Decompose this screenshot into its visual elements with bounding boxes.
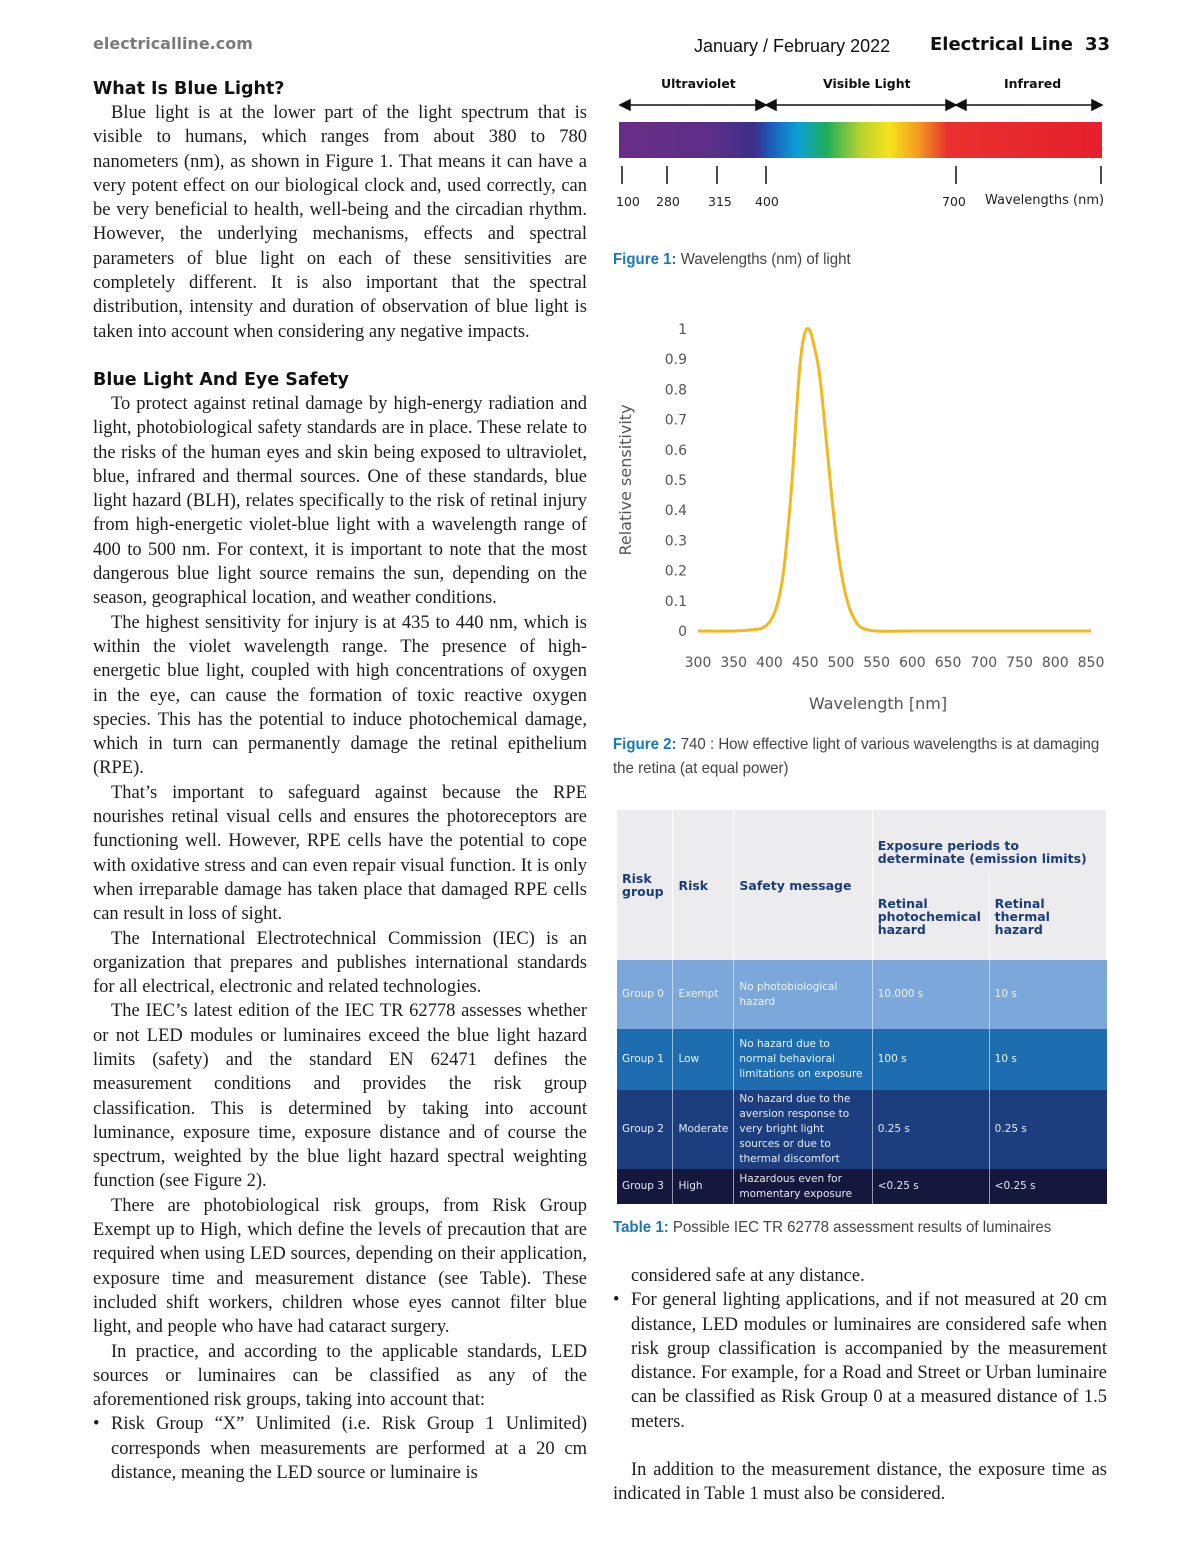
paragraph: In practice, and according to the applicable standards, LED sources or luminaires can be classified as any of the aforementioned risk groups, taking into account that: <box>93 1341 587 1411</box>
cell-group: Group 0 <box>617 960 673 1029</box>
paragraph: Blue light is at the lower part of the light spectrum that is visible to humans, which ranges from about 380 to 780 nanometers (nm), as shown in Figure 1. That means it can have a very potent effect on our biological clock and, used correctly, can be very beneficial to health, well-being and the circadian rhythm. However, the underlying mechanisms, effects and spectral parameters of blue light on each of these sensitivities are completely different. It is also important that the spectral distribution, intensity and duration of observation of blue light is taken into account when considering any negative impacts. <box>93 103 587 342</box>
header-risk: Risk <box>673 810 734 960</box>
y-tick-label: 0.5 <box>664 473 687 489</box>
cell-message: No hazard due to normal behavioral limitations on exposure <box>734 1029 872 1090</box>
y-tick-label: 0.7 <box>664 412 687 429</box>
right-column <box>613 1264 1107 1507</box>
cell-photochemical: 100 s <box>872 1029 989 1090</box>
x-tick-label: 500 <box>827 655 855 671</box>
cell-thermal: <0.25 s <box>989 1169 1106 1204</box>
table-row <box>617 1029 1107 1090</box>
y-tick-label: 0 <box>678 624 687 640</box>
cell-photochemical: <0.25 s <box>872 1169 989 1204</box>
cell-group: Group 3 <box>617 1169 673 1204</box>
y-axis-label: Relative sensitivity <box>616 404 635 556</box>
tick-label: 400 <box>755 194 779 209</box>
site-url: electricalline.com <box>93 34 253 53</box>
section-heading-blue-light: What Is Blue Light? <box>93 79 285 99</box>
cell-thermal: 0.25 s <box>989 1090 1106 1169</box>
x-tick-label: 300 <box>684 655 712 671</box>
cell-message: No photobiological hazard <box>734 960 872 1029</box>
paragraph: The International Electrotechnical Commission (IEC) is an organization that prepares and publishes international standards for all electrical, electronic and related technologies. <box>93 928 587 998</box>
paragraph: In addition to the measurement distance, the exposure time as indicated in Table 1 must also be considered. <box>613 1460 1107 1505</box>
y-tick-label: 0.4 <box>664 503 687 520</box>
tick-label: 315 <box>708 194 732 209</box>
figure-2-caption: Figure 2: 740 : How effective light of various wavelengths is at damaging the retina (at equal power) <box>613 736 1100 777</box>
page-number: 33 <box>1085 34 1111 55</box>
table-row <box>617 1169 1107 1204</box>
x-tick-label: 850 <box>1077 655 1105 671</box>
x-tick-label: 350 <box>720 655 748 671</box>
figure-1-caption: Figure 1: Wavelengths (nm) of light <box>613 251 851 268</box>
header-risk-group: Risk group <box>617 810 673 960</box>
bullet-continuation: considered safe at any distance. <box>631 1266 865 1286</box>
cell-risk: High <box>673 1169 734 1204</box>
paragraph: There are photobiological risk groups, from Risk Group Exempt up to High, which define the levels of precaution that are required when using LED sources, depending on their application, exposure time and measurement distance (see Table). These included shift workers, children whose eyes cannot filter blue light, and people who have had cataract surgery. <box>93 1195 587 1338</box>
cell-photochemical: 10.000 s <box>872 960 989 1029</box>
cell-thermal: 10 s <box>989 960 1106 1029</box>
bullet-list <box>93 1412 587 1485</box>
section-heading-eye-safety: Blue Light And Eye Safety <box>93 369 349 390</box>
table-row <box>617 1090 1107 1169</box>
spectrum-graphic <box>610 92 1110 192</box>
x-tick-label: 550 <box>863 655 891 671</box>
band-label-infrared: Infrared <box>1004 76 1062 91</box>
cell-message: Hazardous even for momentary exposure <box>734 1169 872 1204</box>
cell-group: Group 2 <box>617 1090 673 1169</box>
cell-risk: Low <box>673 1029 734 1090</box>
y-tick-label: 0.8 <box>664 382 687 399</box>
paragraph: To protect against retinal damage by high-energy radiation and light, photobiological safety standards are in place. These relate to the risks of the human eyes and skin being exposed to ultraviolet, blue, infrared and thermal sources. One of these standards, blue light hazard (BLH), relates specifically to the risk of retinal injury from high-energetic violet-blue light with a wavelength range of 400 to 500 nm. For context, it is important to note that the most dangerous blue light source remains the sun, depending on the season, geographical location, and weather conditions. <box>93 393 587 609</box>
header-safety-message: Safety message <box>734 810 872 960</box>
sensitivity-curve <box>698 329 1091 632</box>
header-thermal: Retinal thermal hazard <box>989 873 1106 960</box>
left-column <box>93 77 587 1485</box>
table-row <box>617 960 1107 1029</box>
sensitivity-chart <box>600 310 1120 720</box>
issue-date: January / February 2022 <box>694 36 891 56</box>
risk-group-table <box>617 810 1107 1204</box>
magazine-title: Electrical Line <box>930 34 1073 55</box>
y-tick-label: 0.6 <box>664 442 687 459</box>
paragraph: That’s important to safeguard against because the RPE nourishes retinal visual cells and ensures the photoreceptors are functioning well. However, RPE cells have the potential to cope with oxidative stress and can even repair visual function. It is only when irreparable damage has taken place that damaged RPE cells can result in loss of sight. <box>93 782 587 925</box>
y-tick-label: 0.9 <box>664 352 687 369</box>
bullet-item: • For general lighting applications, and if not measured at 20 cm distance, LED modules or luminaires are considered safe when risk group classification is accompanied by the measurement distance. For example, for a Road and Street or Urban luminaire can be classified as Risk Group 0 at a measured distance of 1.5 meters. <box>613 1288 1107 1434</box>
cell-photochemical: 0.25 s <box>872 1090 989 1169</box>
x-tick-label: 400 <box>756 655 783 671</box>
wavelength-axis-label: Wavelengths (nm) <box>985 193 1105 208</box>
table-1-caption: Table 1: Possible IEC TR 62778 assessment results of luminaires <box>613 1219 1052 1236</box>
x-tick-label: 800 <box>1041 655 1069 671</box>
bullet-list <box>613 1288 1107 1434</box>
y-tick-label: 0.2 <box>664 563 687 580</box>
paragraph: The highest sensitivity for injury is at 435 to 440 nm, which is within the violet wavelength range. The presence of high-energetic blue light, coupled with high concentrations of oxygen in the eye, can cause the formation of toxic reactive oxygen species. This has the potential to induce photochemical damage, which in turn can permanently damage the retinal epithelium (RPE). <box>93 612 587 779</box>
cell-message: No hazard due to the aversion response to very bright light sources or due to thermal discomfort <box>734 1090 872 1169</box>
x-tick-label: 750 <box>1006 655 1033 671</box>
cell-risk: Moderate <box>673 1090 734 1169</box>
x-tick-label: 450 <box>791 655 819 671</box>
cell-risk: Exempt <box>673 960 734 1029</box>
x-axis-label: Wavelength [nm] <box>808 694 948 713</box>
y-tick-label: 0.3 <box>664 533 687 550</box>
band-label-visible: Visible Light <box>823 76 911 91</box>
header-photochemical: Retinal photochemical hazard <box>872 873 989 960</box>
x-tick-label: 650 <box>934 655 962 671</box>
tick-label: 100 <box>616 194 640 209</box>
tick-label: 280 <box>656 194 680 209</box>
tick-label: 700 <box>942 194 966 209</box>
y-tick-label: 0.1 <box>664 593 687 610</box>
paragraph: The IEC’s latest edition of the IEC TR 62778 assesses whether or not LED modules or luminaires exceed the blue light hazard limits (safety) and the standard EN 62471 defines the measurement conditions and provides the risk group classification. This is determined by taking into account luminance, exposure time, exposure distance and of course the spectrum, weighted by the blue light hazard spectral weighting function (see Figure 2). <box>93 1001 587 1192</box>
x-tick-label: 600 <box>898 655 926 671</box>
bullet-item: • Risk Group “X” Unlimited (i.e. Risk Group 1 Unlimited) corresponds when measurements are performed at a 20 cm distance, meaning the LED source or luminaire is <box>93 1412 587 1485</box>
header-exposure-periods: Exposure periods to determinate (emission limits) <box>872 810 1106 873</box>
spectrum-bar <box>619 122 1102 158</box>
y-tick-label: 1 <box>678 322 687 338</box>
cell-thermal: 10 s <box>989 1029 1106 1090</box>
band-label-ultraviolet: Ultraviolet <box>661 76 736 91</box>
cell-group: Group 1 <box>617 1029 673 1090</box>
x-tick-label: 700 <box>970 655 998 671</box>
